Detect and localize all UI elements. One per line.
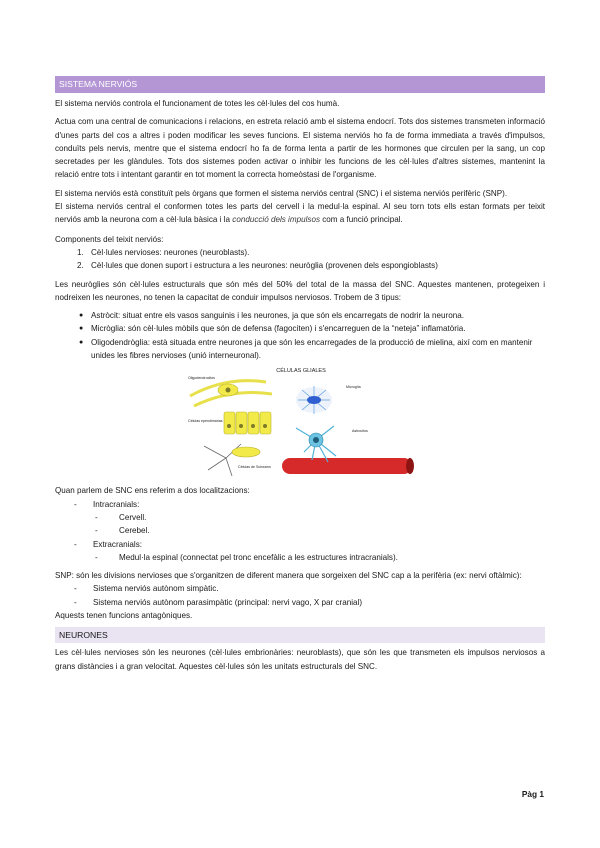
dash-icon: - [95, 512, 98, 522]
list-item-text: Cerebel. [119, 526, 150, 536]
list-item [55, 582, 545, 595]
glial-cells-illustration [186, 366, 416, 478]
paragraph-neurones: Les cèl·lules nervioses són les neurones (cèl·lules embrionàries: neuroblasts), que són les que transmeten els impulsos nerviosos a grans distàncies i a gran velocitat. Aquestes cèl·lules són les unitats estructurals del SNC. [55, 648, 545, 671]
ependymal-illustration [188, 412, 271, 434]
page-number: Pàg 1 [521, 789, 544, 799]
paragraph-neuroglia: Les neuròglies són cèl·lules estructurals que són més del 50% del total de la massa del SNC. Aquestes mantenen, protegeixen i nodreixen les neurones, no tenen la capacitat de conduir impulsos nerviosos. Trobem de 3 tipus: [55, 279, 545, 302]
list-item-text: Medul·la espinal (connectat pel tronc encefàlic a les estructures intracranials). [119, 552, 398, 562]
glia-item-astrocit [55, 309, 545, 322]
snc-title: Quan parlem de SNC ens referim a dos localitzacions: [55, 486, 250, 496]
astrocyte-illustration [282, 426, 414, 474]
list-item [55, 551, 545, 564]
glia-item-text: Oligodendròglia: està situada entre neurones ja que són les encarregades de la producció de mielina, així com en mantenir unides les fibres nervioses (unió interneuronal). [91, 337, 533, 361]
document-page [55, 76, 545, 678]
list-item [55, 259, 545, 272]
bullet-icon: ● [79, 312, 84, 320]
label-oligodendrocytes: Oligodendrocitos [188, 376, 215, 381]
list-item [55, 511, 545, 524]
bullet-icon: ● [79, 338, 84, 346]
dash-icon: - [74, 499, 77, 509]
list-number: 1. [77, 247, 84, 257]
components-title: Components del teixit nerviós: [55, 234, 164, 244]
label-schwann: Células de Schwann [238, 465, 271, 470]
section-header-sistema-nervios: SISTEMA NERVIÓS [55, 76, 545, 93]
list-item-text: Sistema nerviós autònom parasimpàtic (principal: nervi vago, X par cranial) [93, 597, 363, 607]
glia-item-text: Astròcit: situat entre els vasos sanguinis i les neurones, ja que són els encarregats de nodrir la neurona. [91, 311, 464, 321]
dash-icon: - [95, 526, 98, 536]
paragraph-snc-emphasis: conducció dels impulsos [232, 215, 320, 225]
list-item-text: Extracranials: [93, 539, 143, 549]
list-item-text: Cervell. [119, 512, 147, 522]
label-microglia: Microglía [346, 385, 361, 390]
bullet-icon: ● [79, 325, 84, 333]
list-item-text: Intracranials: [93, 499, 140, 509]
section-header-neurones: NEURONES [55, 627, 545, 643]
paragraph-snp: SNP: són les divisions nervioses que s'organitzen de diferent manera que sorgeixen del SNC cap a la perifèria (ex: nervi oftàlmic): [55, 571, 522, 581]
label-astrocytes: Astrocitos [352, 429, 368, 434]
paragraph-intro: El sistema nerviós controla el funcionament de totes les cèl·lules del cos humà. [55, 99, 340, 108]
figure-title: CÉLULAS GLIALES [276, 368, 326, 375]
paragraph-snc [55, 200, 545, 227]
list-item-text: Cèl·lules nervioses: neurones (neuroblasts). [91, 247, 250, 257]
microglia-illustration [296, 385, 361, 414]
paragraph-snc-text-a: El sistema nerviós central el conformen totes les parts del cervell i la medul·la espinal. Al seu torn tots ells estan formats per teixit nerviós amb la neurona com a cèl·lula bàsica i la [55, 202, 545, 225]
list-item [55, 596, 545, 609]
list-item [55, 246, 545, 259]
dash-icon: - [95, 552, 98, 562]
glia-item-text: Micròglia: són cèl·lules mòbils que són de defensa (fagociten) i s'encarreguen de la “neteja” inflamatòria. [91, 324, 466, 334]
list-number: 2. [77, 261, 84, 271]
paragraph-constitution: El sistema nerviós està constituït pels òrgans que formen el sistema nerviós central (SNC) i el sistema nerviós perifèric (SNP). [55, 188, 508, 198]
oligodendrocyte-illustration [188, 376, 272, 406]
list-item [55, 524, 545, 537]
label-ependymal: Células ependimarias [188, 419, 223, 424]
dash-icon: - [74, 539, 77, 549]
glial-cells-figure [55, 366, 545, 478]
paragraph-endocrine: Actua com una central de comunicacions i relacions, en estreta relació amb el sistema endocrí. Tots dos sistemes transmeten informació d'unes parts del cos a altres i poden modificar les seves funcions. El sistema nerviós ho fa de forma immediata a través d'impulsos, conduïts pels nervis, mentre que el sistema endocrí ho fa de forma lenta a partir de les hormones que circulen per la sang, un cop secretades per les glàndules. Tots dos sistemes poden activar o inhibir les funcions de les cèl·lules d'altres sistemes, mantenint la relació entre tots i intentant garantir en tot moment la correcta homeòstasi de l'organisme. [55, 117, 545, 180]
glia-item-microglia [55, 322, 545, 335]
list-item [55, 538, 545, 551]
list-item-text: Cèl·lules que donen suport i estructura a les neurones: neuròglia (provenen dels espongioblasts) [91, 261, 438, 271]
paragraph-antagonic: Aquests tenen funcions antagòniques. [55, 611, 193, 621]
glia-item-oligodendroglia [55, 336, 545, 363]
dash-icon: - [74, 597, 77, 607]
paragraph-snc-text-b: com a funció principal. [320, 215, 403, 225]
schwann-illustration [204, 444, 271, 476]
list-item [55, 498, 545, 511]
dash-icon: - [74, 584, 77, 594]
list-item-text: Sistema nerviós autònom simpàtic. [93, 584, 219, 594]
